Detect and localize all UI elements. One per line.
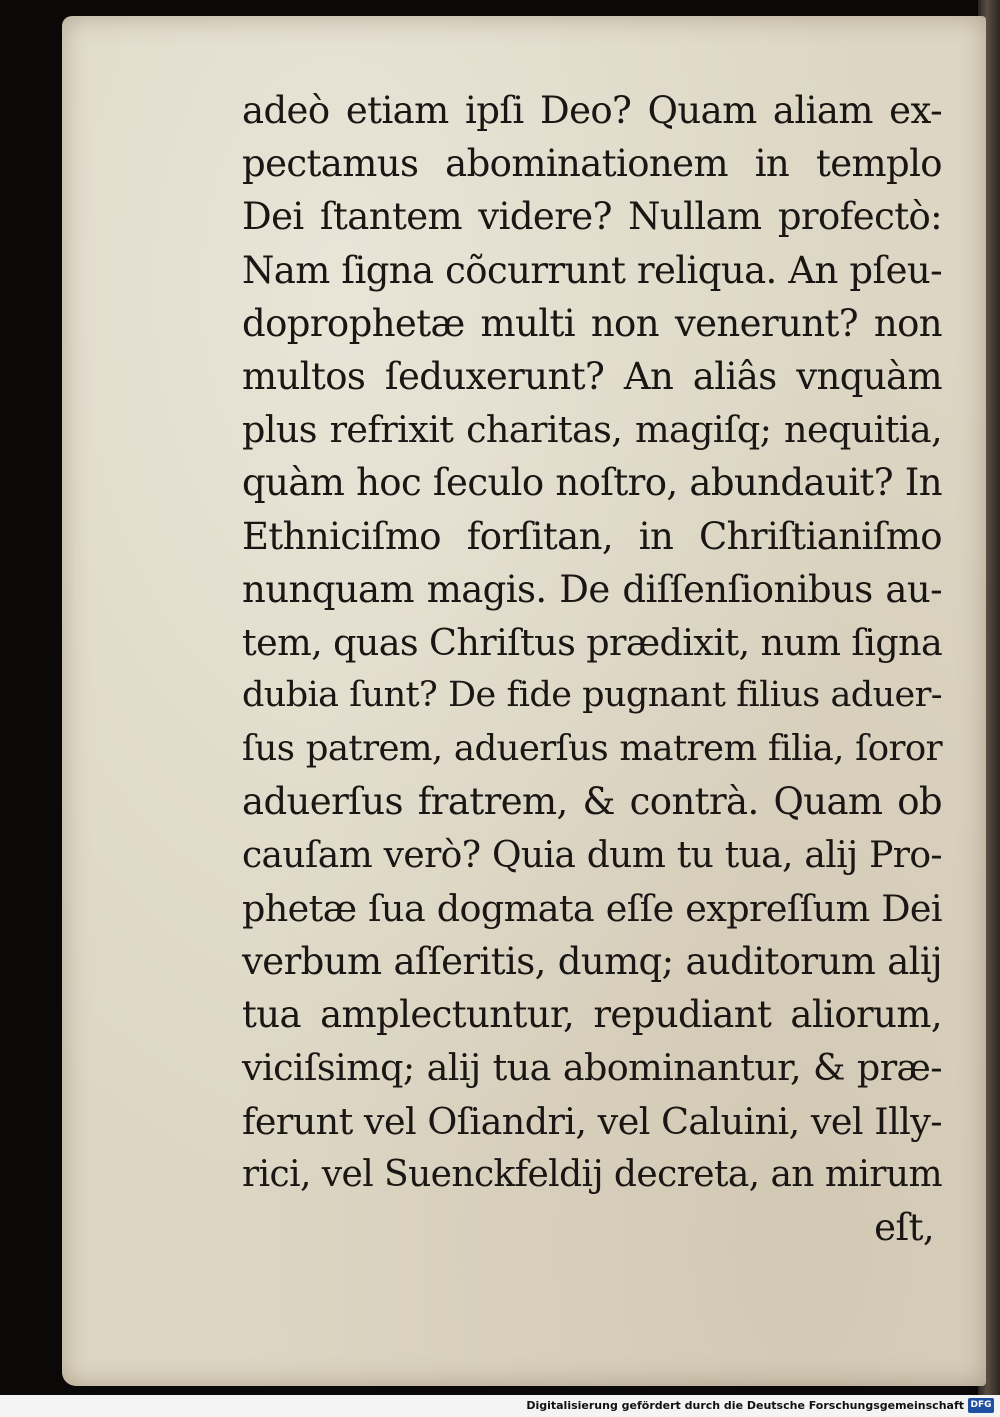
text-line: pectamus abominationem in templo — [242, 142, 942, 186]
text-line: Nam ſigna cõcurrunt reliqua. An pſeu- — [242, 248, 942, 292]
text-line: Dei ſtantem videre? Nullam profectò: — [242, 195, 942, 239]
text-line: quàm hoc ſeculo noſtro, abundauit? In — [242, 461, 942, 505]
text-line: aduerſus fratrem, & contrà. Quam ob — [242, 780, 942, 824]
dfg-logo: DFG — [968, 1398, 994, 1413]
text-line: ferunt vel Oſiandri, vel Caluini, vel Illy- — [242, 1099, 942, 1143]
catchword: eſt, — [874, 1205, 934, 1249]
text-line: nunquam magis. De diſſenſionibus au- — [242, 567, 942, 611]
text-line: tem, quas Chriſtus prædixit, num ſigna — [242, 620, 943, 664]
page-text — [242, 84, 942, 1254]
text-line: phetæ ſua dogmata eſſe expreſſum Dei — [242, 886, 942, 930]
text-line: ſus patrem, aduerſus matrem filia, ſoror — [242, 728, 942, 770]
text-line: viciſsimq; alij tua abominantur, & præ- — [242, 1046, 942, 1090]
text-line: plus refrixit charitas, magiſq; nequitia, — [242, 408, 942, 452]
text-line: multos ſeduxerunt? An aliâs vnquàm — [242, 354, 942, 398]
text-line: verbum aſſeritis, dumq; auditorum alij — [242, 940, 942, 983]
digitization-credit: Digitalisierung gefördert durch die Deutsche Forschungsgemeinschaft — [526, 1399, 964, 1412]
text-line: adeò etiam ipſi Deo? Quam aliam ex- — [242, 89, 942, 132]
text-line: rici, vel Suenckfeldij decreta, an mirum — [242, 1153, 942, 1195]
text-line: doprophetæ multi non venerunt? non — [242, 301, 942, 345]
text-line: tua amplectuntur, repudiant aliorum, — [242, 993, 942, 1037]
text-line: cauſam verò? Quia dum tu tua, alij Pro- — [242, 834, 942, 876]
footer-bar — [0, 1395, 1000, 1417]
text-line: dubia ſunt? De fide pugnant filius aduer- — [242, 675, 942, 716]
text-line: Ethniciſmo forſitan, in Chriſtianiſmo — [242, 514, 942, 558]
